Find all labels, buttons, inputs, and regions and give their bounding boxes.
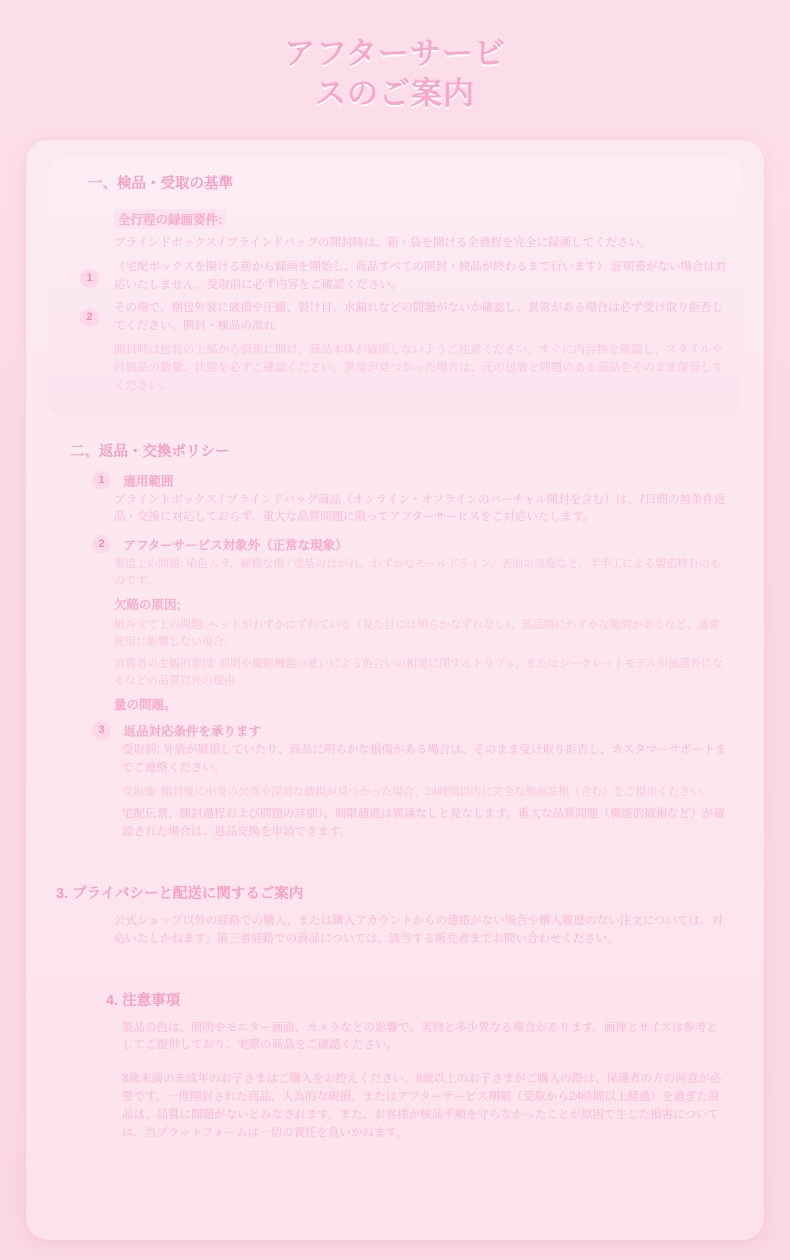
section-2-defect-text-1: 組み立て上の問題: ヘッドがわずかにずれている（見た目には明らかなずれなし）、部品間にわずかな隙間があるなど、通常使用に影響しない場合; (114, 619, 720, 648)
list-number-badge: 3 (92, 721, 111, 740)
spacer (62, 1061, 728, 1069)
section-2-defect-text-2: 消費者の主観的要因: 照明や撮影機器の違いによる色合いの相違に関するトラブル、またはシークレットモデルが抽選外になるなどの品質以外の理由 (114, 658, 724, 687)
section-2-defect-heading: 欠陥の原因; (114, 598, 181, 613)
list-number-badge: 1 (92, 471, 111, 490)
section-2-item-1-text: ブラインドボックス / ブラインドバッグ商品（オンライン・オフラインのバーチャル開封を含む）は、7日間の無条件返品・交換に対応しておらず、重大な品質問題に限ってアフターサービスをご対応いたします。 (114, 493, 726, 524)
page-title-line-1: アフターサービ (284, 36, 506, 71)
section-1-paragraph-2: 開封時は包装の上部から慎重に開け、商品本体が破損しないようご注意ください。すぐに内容物を確認し、スタイルや付属品の数量、状態を必ずご確認ください。異常が見つかった場合は、元の包装と問題のある商品をそのまま保管してください。 (114, 344, 724, 392)
section-1-item-1 (62, 259, 728, 295)
section-2-quantity-heading: 量の問題。 (114, 698, 177, 713)
section-privacy-shipping (48, 868, 742, 969)
section-2-item-3-text-2: 受取後: 開封後に中身の欠落や深刻な破損が見つかった場合、24時間以内に完全な動画証拠（含む）をご提出ください。 (122, 785, 713, 798)
list-number-badge: 1 (80, 269, 99, 288)
section-2-item-3-title: 返品対応条件を承ります (123, 724, 261, 739)
section-4-text-1: 製品の色は、照明やモニター画面、カメラなどの影響で、実物と多少異なる場合があります。画像とサイズは参考としてご提供しており、実際の商品をご確認ください。 (122, 1021, 718, 1052)
list-number-badge: 2 (80, 308, 99, 327)
section-3-text: 公式ショップ以外の経路での購入、または購入アカウントからの連絡がない場合や購入履歴のない注文については、対応いたしかねます。第三者経路での商品については、該当する販売者までお問い合わせください。 (114, 914, 723, 945)
section-2-item-1-title: 適用範囲 (123, 474, 174, 488)
section-1-paragraph-1: ブラインドボックス / ブラインドバッグの開封時は、箱・袋を開ける全過程を完全に録画してください。 (114, 237, 652, 249)
section-1-item-2-text: その場で、梱包外装に破損や圧縮、裂け目、水漏れなどの問題がないか確認し、異常がある場合は必ず受け取り拒否してください。開封・検品の流れ (114, 302, 724, 333)
section-3-heading: 3. プライバシーと配送に関するご案内 (56, 885, 304, 902)
section-2-item-3-head (92, 721, 728, 740)
section-2-heading: 二、返品・交換ポリシー (70, 443, 230, 460)
section-4-text-2: 8歳未満の未成年のお子さまはご購入をお控えください。8歳以上のお子さまがご購入の際は、保護者の方の同意が必要です。一度開封された商品、人為的な破損、またはアフターサービス期限（受取から24時間以上経過）を過ぎた商品は、品質に問題がないとみなされます。また、お客様が検品手順を守らなかったことが原因で生じた損害については、当プラットフォームは一切の責任を負いかねます。 (122, 1073, 722, 1139)
section-2-item-2-title: アフターサービス対象外（正常な現象） (123, 538, 348, 553)
section-2-item-3-text-3: 宅配伝票、開封過程および問題の詳細）、期限超過は異議なしと見なします。重大な品質問題（機能的破損など）が確認された場合は、返品交換を申請できます。 (122, 808, 725, 839)
section-4-heading: 4. 注意事項 (106, 992, 181, 1009)
section-1-heading: 一、検品・受取の基準 (88, 176, 233, 192)
section-inspection (48, 158, 742, 416)
section-2-item-1-head (92, 471, 728, 490)
content-card (26, 140, 764, 1240)
section-notes (48, 975, 742, 1163)
section-1-sub-heading: 全行程の録画要件: (114, 209, 226, 229)
page-title-line-2: スのご案内 (315, 75, 475, 111)
list-number-badge: 2 (92, 535, 111, 554)
section-2-item-3-text-1: 受取前: 外装が破損していたり、商品に明らかな損傷がある場合は、そのまま受け取り拒否し、カスタマーサポートまでご連絡ください。 (122, 744, 727, 774)
section-1-item-2 (62, 300, 728, 336)
section-1-item-1-text: （宅配ボックスを開ける前から録画を開始し、商品すべての開封・検品が終わるまで行います） 証明書がない場合は対応いたしません。受取前に必ず内容をご確認ください。 (114, 260, 727, 291)
section-2-item-2-head (92, 535, 728, 554)
section-return-policy (48, 426, 742, 862)
page-title (0, 0, 790, 113)
section-2-item-2-text: 製造上の問題: 染色ムラ、軽微な傷 / 塗装のはがれ、わずかなモールドライン、表面の気泡など、半手工による製造特有のものです。 (114, 558, 722, 587)
